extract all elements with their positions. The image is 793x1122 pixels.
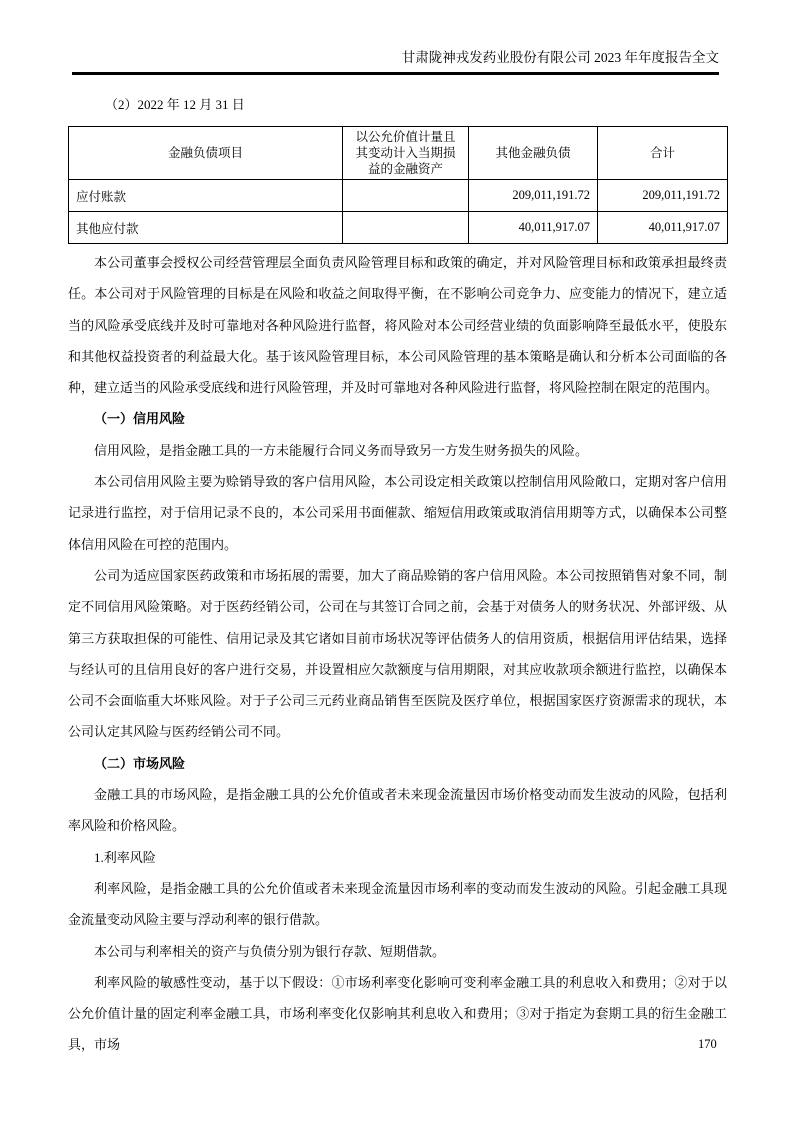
row-other-value: 209,011,191.72	[469, 180, 598, 212]
body-text	[68, 247, 727, 1061]
row-item-label: 其他应付款	[69, 212, 343, 244]
row-fvtpl-value	[343, 212, 469, 244]
paragraph: 本公司与利率相关的资产与负债分别为银行存款、短期借款。	[94, 943, 446, 959]
subsection-heading-interest-rate-risk: 1.利率风险	[94, 849, 156, 865]
header-cell-other: 其他金融负债	[469, 127, 598, 180]
paragraph: 公司为适应国家医药政策和市场拓展的需要，加大了商品赊销的客户信用风险。本公司按照销售对象不同，制定不同信用风险策略。对于医药经销公司，公司在与其签订合同之前，会基于对债务人的财务状况、外部评级、从第三方获取担保的可能性、信用记录及其它诸如目前市场状况等评估债务人的信用资质，根据信用评估结果，选择与经认可的且信用良好的客户进行交易，并设置相应欠款额度与信用期限，对其应收款项余额进行监控，以确保本公司不会面临重大坏账风险。对于子公司三元药业商品销售至医院及医疗单位，根据国家医疗资源需求的现状，本公司认定其风险与医药经销公司不同。	[68, 567, 727, 740]
report-header-title: 甘肃陇神戎发药业股份有限公司 2023 年年度报告全文	[401, 50, 719, 65]
paragraph: 利率风险的敏感性变动，基于以下假设：①市场利率变化影响可变利率金融工具的利息收入和费用；②对于以公允价值计量的固定利率金融工具，市场利率变化仅影响其利息收入和费用；③对于指定为套期工具的衍生金融工具，市场	[68, 974, 727, 1053]
date-heading: （2）2022 年 12 月 31 日	[105, 97, 245, 112]
page-content	[68, 96, 727, 1061]
paragraph: 本公司董事会授权公司经营管理层全面负责风险管理目标和政策的确定，并对风险管理目标和政策承担最终责任。本公司对于风险管理的目标是在风险和收益之间取得平衡，在不影响公司竞争力、应变能力的情况下，建立适当的风险承受底线并及时可靠地对各种风险进行监督，将风险对本公司经营业绩的负面影响降至最低水平，使股东和其他权益投资者的利益最大化。基于该风险管理目标，本公司风险管理的基本策略是确认和分析本公司面临的各种，建立适当的风险承受底线和进行风险管理，并及时可靠地对各种风险进行监督，将风险控制在限定的范围内。	[68, 255, 727, 396]
paragraph: 本公司信用风险主要为赊销导致的客户信用风险，本公司设定相关政策以控制信用风险敞口，定期对客户信用记录进行监控，对于信用记录不良的，本公司采用书面催款、缩短信用政策或取消信用期等方式，以确保本公司整体信用风险在可控的范围内。	[68, 474, 727, 552]
paragraph: 金融工具的市场风险，是指金融工具的公允价值或者未来现金流量因市场价格变动而发生波动的风险，包括利率风险和价格风险。	[68, 787, 727, 834]
row-item-label: 应付账款	[69, 180, 343, 212]
header-cell-total: 合计	[598, 127, 728, 180]
row-total-value: 209,011,191.72	[598, 180, 728, 212]
paragraph: 信用风险，是指金融工具的一方未能履行合同义务而导致另一方发生财务损失的风险。	[94, 442, 589, 458]
table-header-row	[69, 127, 728, 180]
row-other-value: 40,011,917.07	[469, 212, 598, 244]
row-fvtpl-value	[343, 180, 469, 212]
paragraph: 利率风险，是指金融工具的公允价值或者未来现金流量因市场利率的变动而发生波动的风险。引起金融工具现金流量变动风险主要与浮动利率的银行借款。	[68, 880, 727, 928]
financial-liabilities-table	[68, 126, 728, 244]
section-heading-market-risk: （二）市场风险	[94, 755, 186, 771]
section-heading-credit-risk: （一）信用风险	[94, 411, 186, 427]
row-total-value: 40,011,917.07	[598, 212, 728, 244]
table-row	[69, 212, 728, 244]
report-header	[72, 50, 719, 75]
header-cell-fvtpl: 以公允价值计量且其变动计入当期损益的金融资产	[343, 127, 469, 180]
page-number: 170	[698, 1037, 717, 1051]
table-row	[69, 180, 728, 212]
header-cell-item: 金融负债项目	[69, 127, 343, 180]
